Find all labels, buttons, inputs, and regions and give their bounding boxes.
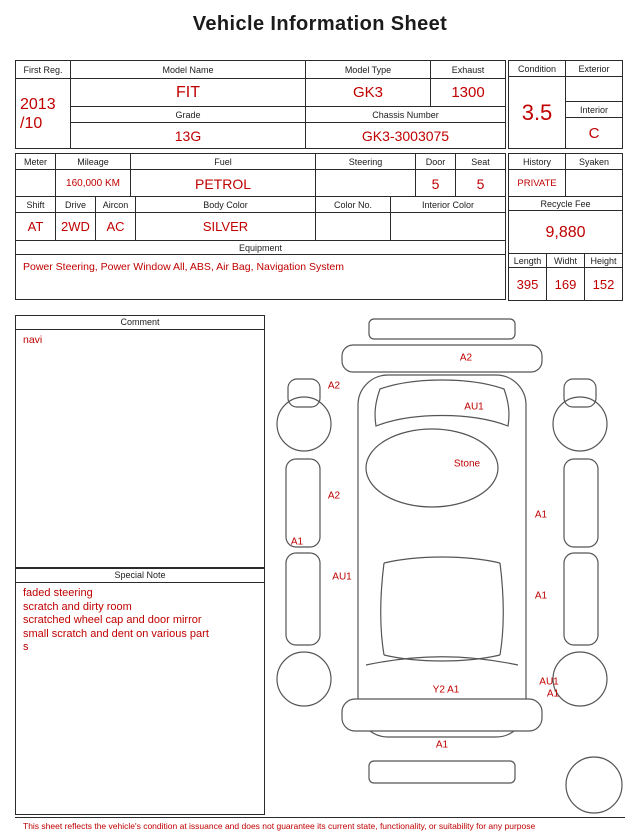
special-note-box [15, 568, 265, 815]
mileage-label: Mileage [56, 154, 131, 170]
rear-plate [369, 319, 515, 339]
right-front-door-panel [564, 553, 598, 645]
page-title: Vehicle Information Sheet [192, 13, 448, 35]
syaken-value [566, 170, 623, 198]
left-front-door-panel [286, 553, 320, 645]
top-main-table [15, 60, 506, 149]
exterior-label: Exterior [566, 61, 623, 77]
first-reg-month: /10 [20, 114, 43, 132]
spare-wheel [566, 757, 622, 813]
special-note-line: faded steering [23, 587, 93, 599]
interior-color-value [391, 213, 506, 241]
chassis-number-label: Chassis Number [306, 107, 506, 123]
diagram-label-a1: A1 [534, 590, 548, 602]
drive-value: 2WD [56, 213, 96, 241]
details-table-lower [15, 196, 506, 300]
equipment-label: Equipment [16, 241, 506, 255]
windshield-bottom [384, 655, 500, 661]
seat-value: 5 [456, 170, 506, 198]
equipment-value: Power Steering, Power Window All, ABS, Air Bag, Navigation System [16, 255, 506, 300]
left-rear-door-panel [286, 459, 320, 547]
left-mirror [288, 379, 320, 407]
diagram-label-a2: A2 [327, 380, 341, 392]
rear-window [375, 380, 509, 426]
rear-bumper [342, 345, 542, 372]
comment-box [15, 315, 265, 568]
comment-text: navi [23, 334, 43, 346]
interior-color-label: Interior Color [391, 197, 506, 213]
steering-label: Steering [316, 154, 416, 170]
grade-label: Grade [71, 107, 306, 123]
details-table-upper [15, 153, 506, 198]
front-bumper [342, 699, 542, 731]
windshield-top [384, 557, 500, 563]
windshield-left-pillar [381, 563, 384, 655]
comment-label: Comment [16, 316, 264, 330]
exhaust-value: 1300 [431, 79, 506, 107]
interior-label: Interior [566, 102, 623, 118]
shift-label: Shift [16, 197, 56, 213]
diagram-label-stone: Stone [453, 458, 481, 470]
height-label: Height [585, 254, 623, 268]
footer-disclaimer: This sheet reflects the vehicle's condition at issuance and does not guarantee its current state, functionality, or suitability for any purpose [15, 817, 625, 831]
body-color-label: Body Color [136, 197, 316, 213]
recycle-fee-label: Recycle Fee [509, 197, 623, 211]
length-label: Length [509, 254, 547, 268]
fuel-value: PETROL [131, 170, 316, 198]
length-value: 395 [509, 268, 547, 301]
diagram-label-a1: A1 [534, 509, 548, 521]
chassis-number-value: GK3-3003075 [306, 123, 506, 149]
recycle-fee-value: 9,880 [509, 211, 623, 255]
exhaust-label: Exhaust [431, 61, 506, 79]
history-table [508, 153, 623, 198]
recycle-fee-table [508, 196, 623, 255]
door-value: 5 [416, 170, 456, 198]
diagram-label-au1: AU1 [332, 571, 352, 583]
windshield-right-pillar [500, 563, 503, 655]
special-note-line: s [23, 641, 29, 653]
model-type-label: Model Type [306, 61, 431, 79]
wheel-rear-right [553, 397, 607, 451]
mileage-value: 160,000 KM [56, 170, 131, 198]
diagram-label-y2-a1: Y2 A1 [432, 684, 460, 696]
meter-value [16, 170, 56, 198]
special-note-line: scratch and dirty room [23, 600, 132, 613]
diagram-label-a1: A1 [546, 688, 560, 700]
condition-table [508, 60, 623, 149]
diagram-label-a2: A2 [459, 352, 473, 364]
diagram-label-a2: A2 [327, 490, 341, 502]
wheel-rear-left [277, 397, 331, 451]
car-diagram-svg [268, 313, 640, 818]
model-name-label: Model Name [71, 61, 306, 79]
model-name-value: FIT [71, 79, 306, 107]
drive-label: Drive [56, 197, 96, 213]
car-damage-diagram [268, 313, 640, 818]
body-color-value: SILVER [136, 213, 316, 241]
fuel-label: Fuel [131, 154, 316, 170]
special-note-line: small scratch and dent on various part [23, 627, 209, 640]
aircon-value: AC [96, 213, 136, 241]
history-value: PRIVATE [509, 170, 566, 198]
exterior-value [566, 77, 623, 102]
width-label: Widht [547, 254, 585, 268]
special-note-label: Special Note [16, 569, 264, 583]
diagram-label-au1: AU1 [539, 676, 559, 688]
wheel-front-left [277, 652, 331, 706]
color-no-value [316, 213, 391, 241]
diagram-label-a1: A1 [290, 536, 304, 548]
door-label: Door [416, 154, 456, 170]
special-note-text [16, 583, 264, 659]
interior-value: C [566, 118, 623, 149]
shift-value: AT [16, 213, 56, 241]
meter-label: Meter [16, 154, 56, 170]
dimensions-table [508, 253, 623, 301]
condition-value: 3.5 [509, 77, 566, 149]
color-no-label: Color No. [316, 197, 391, 213]
front-plate [369, 761, 515, 783]
diagram-label-a1: A1 [435, 739, 449, 751]
wheel-front-right [553, 652, 607, 706]
grade-value: 13G [71, 123, 306, 149]
model-type-value: GK3 [306, 79, 431, 107]
aircon-label: Aircon [96, 197, 136, 213]
diagram-label-au1: AU1 [464, 401, 484, 413]
steering-value [316, 170, 416, 198]
height-value: 152 [585, 268, 623, 301]
right-mirror [564, 379, 596, 407]
history-label: History [509, 154, 566, 170]
width-value: 169 [547, 268, 585, 301]
first-reg-label: First Reg. [16, 61, 71, 79]
special-note-line: scratched wheel cap and door mirror [23, 614, 202, 626]
condition-label: Condition [509, 61, 566, 77]
first-reg-year: 2013 [20, 95, 56, 113]
syaken-label: Syaken [566, 154, 623, 170]
first-reg-value [16, 79, 71, 149]
seat-label: Seat [456, 154, 506, 170]
right-rear-door-panel [564, 459, 598, 547]
